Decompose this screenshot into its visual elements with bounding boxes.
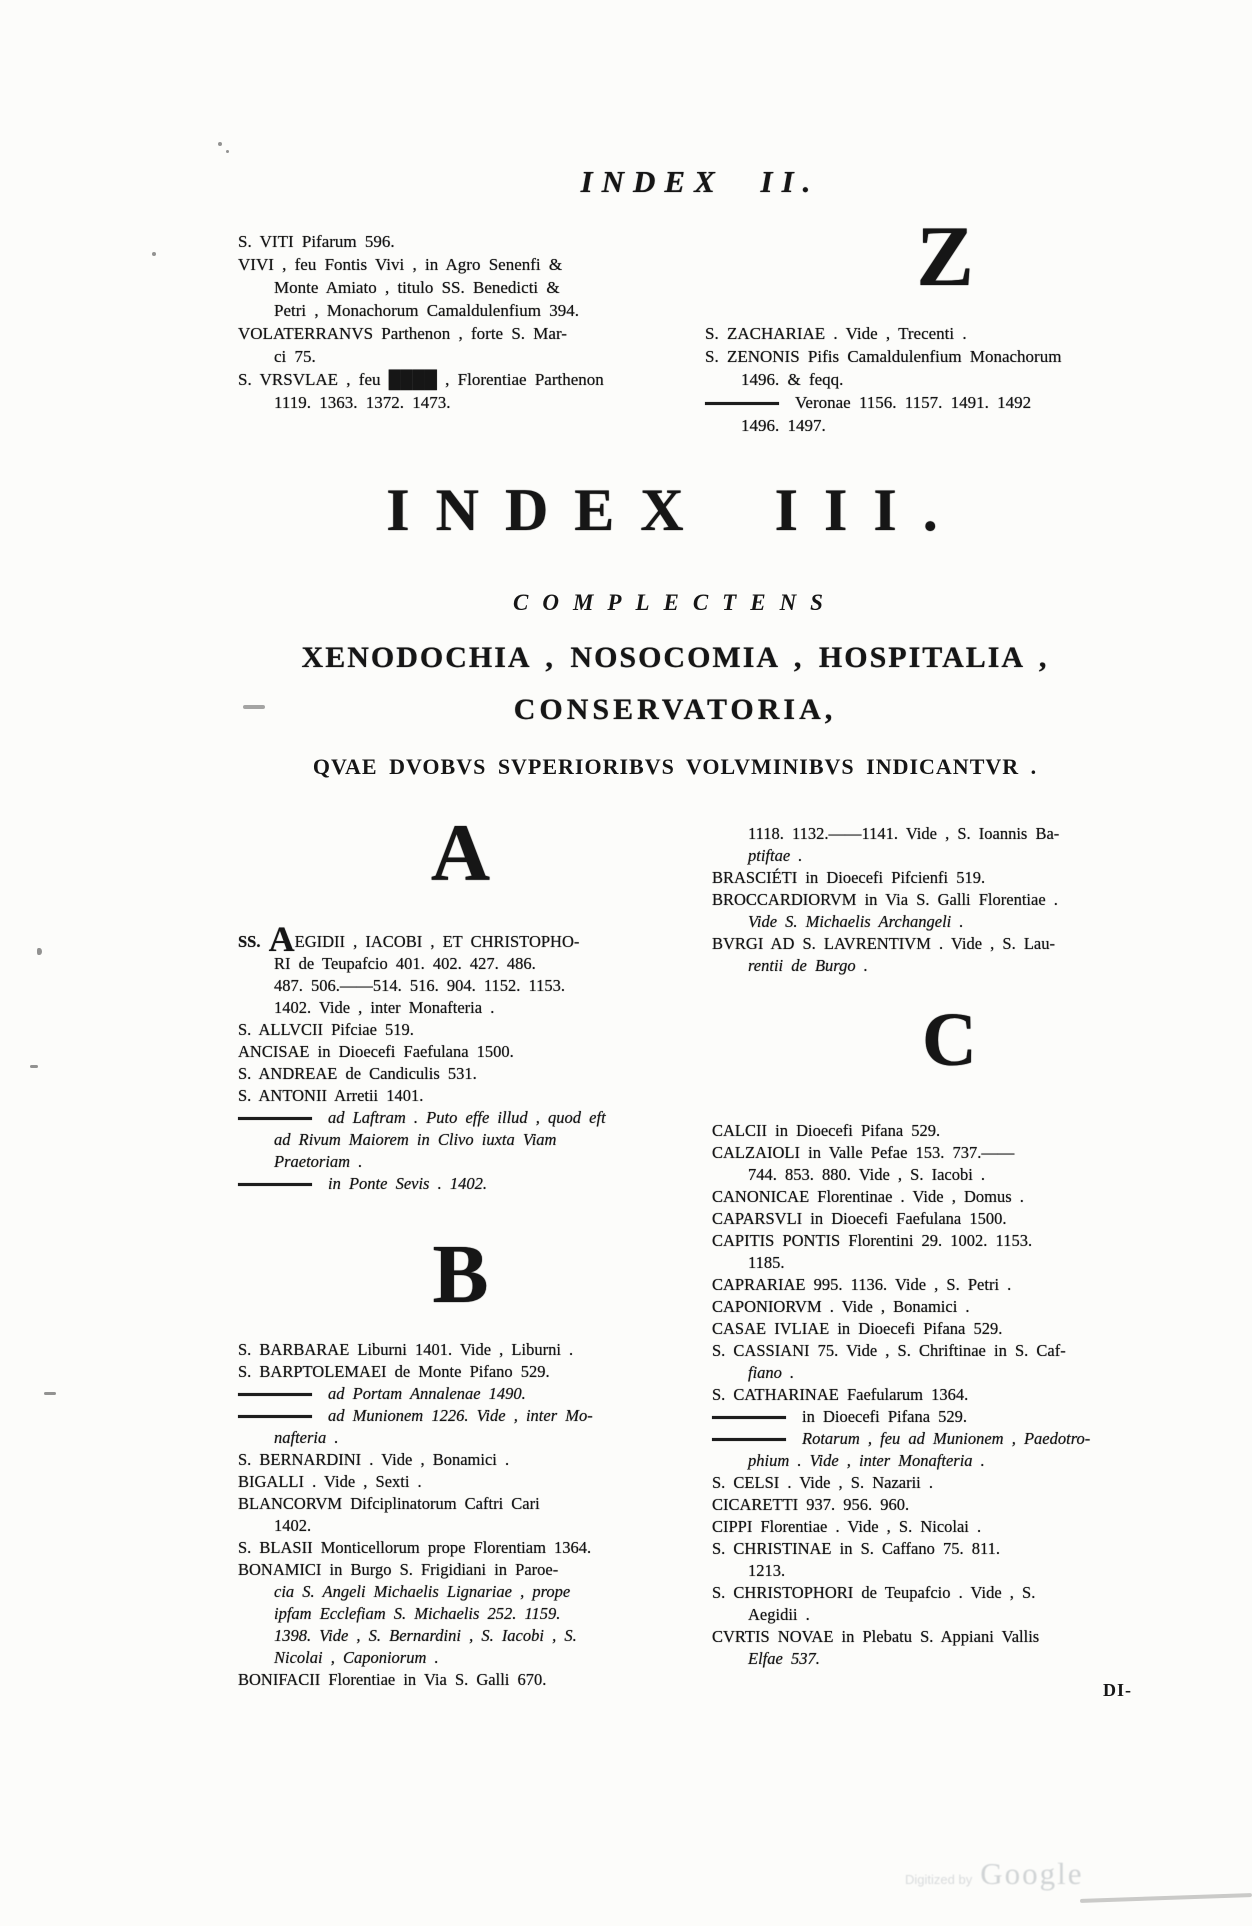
index-line: VOLATERRANVS Parthenon , forte S. Mar- <box>238 324 567 343</box>
dash-rule <box>238 1415 312 1418</box>
index-line: Monte Amiato , titulo SS. Benedicti & <box>274 278 560 297</box>
index-subtitle-complectens: COMPLECTENS <box>513 590 837 615</box>
index-iii-title: INDEX III. <box>386 477 964 543</box>
index-line: CANONICAE Florentinae . Vide , Domus . <box>712 1187 1024 1206</box>
scan-speck <box>152 252 156 256</box>
index-line: S. VRSVLAE , feu ████ , Florentiae Parthenon <box>238 370 604 389</box>
index-line: S. CATHARINAE Faefularum 1364. <box>712 1385 969 1404</box>
top-right-column <box>705 206 1185 437</box>
index-line: S. ZENONIS Pifis Camaldulenfium Monachorum <box>705 347 1062 366</box>
section-letter-z: Z <box>916 208 974 304</box>
index-line: S. ANDREAE de Candiculis 531. <box>238 1064 477 1083</box>
index-line: VIVI , feu Fontis Vivi , in Agro Senenfi & <box>238 255 563 274</box>
index-line: Vide S. Michaelis Archangeli . <box>748 912 964 931</box>
index-line: CICARETTI 937. 956. 960. <box>712 1495 910 1514</box>
right-column-b-continuation <box>712 823 1187 977</box>
first-entry-dropcap: A <box>268 919 295 959</box>
index-line: S. BLASII Monticellorum prope Florentiam 1364. <box>238 1538 592 1557</box>
index-line: CASAE IVLIAE in Dioecefi Pifana 529. <box>712 1319 1003 1338</box>
index-line: 744. 853. 880. Vide , S. Iacobi . <box>748 1165 986 1184</box>
index-line: S. ANTONII Arretii 1401. <box>238 1086 424 1105</box>
index-line <box>712 1428 1187 1450</box>
index-line: BONAMICI in Burgo S. Frigidiani in Paroe- <box>238 1560 559 1579</box>
index-line: Petri , Monachorum Camaldulenfium 394. <box>274 301 579 320</box>
index-line: 1402. Vide , inter Monafteria . <box>274 998 495 1017</box>
index-line: ptiftae . <box>748 846 803 865</box>
index-line: Aegidii . <box>748 1605 810 1624</box>
section-a <box>238 800 683 1195</box>
index-line: 1185. <box>748 1253 785 1272</box>
index-line: CAPONIORVM . Vide , Bonamici . <box>712 1297 970 1316</box>
index-line: S. ZACHARIAE . Vide , Trecenti . <box>705 324 967 343</box>
index-line <box>238 1405 683 1427</box>
index-line: cia S. Angeli Michaelis Lignariae , prope <box>274 1582 571 1601</box>
index-line: nafteria . <box>274 1428 339 1447</box>
scan-speck <box>226 150 229 153</box>
index-line: S. CELSI . Vide , S. Nazarii . <box>712 1473 934 1492</box>
title-line-qvae: QVAE DVOBVS SVPERIORIBVS VOLVMINIBVS INDICANTVR . <box>312 754 1038 779</box>
section-letter-a: A <box>430 807 491 898</box>
index-line: ci 75. <box>274 347 316 366</box>
index-line: ANCISAE in Dioecefi Faefulana 1500. <box>238 1042 514 1061</box>
dash-entry-text: ad Laftram . Puto effe illud , quod eft <box>328 1108 606 1127</box>
scan-speck <box>30 1065 38 1068</box>
index-line <box>238 1107 683 1129</box>
index-line: BLANCORVM Difciplinatorum Caftri Cari <box>238 1494 540 1513</box>
index-line: CAPITIS PONTIS Florentini 29. 1002. 1153. <box>712 1231 1033 1250</box>
index-line: BROCCARDIORVM in Via S. Galli Florentiae . <box>712 890 1058 909</box>
dash-rule <box>705 402 779 405</box>
google-logo-text: Google <box>980 1856 1084 1891</box>
section-a-entries <box>238 953 683 1195</box>
index-line: S. CASSIANI 75. Vide , S. Chriftinae in S. Caf- <box>712 1341 1066 1360</box>
index-line: 1496. & feqq. <box>741 370 844 389</box>
index-line: ipfam Ecclefiam S. Michaelis 252. 1159. <box>274 1604 561 1623</box>
index-line: CIPPI Florentiae . Vide , S. Nicolai . <box>712 1517 982 1536</box>
index-line: CALZAIOLI in Valle Pefae 153. 737.—— <box>712 1143 1015 1162</box>
index-line: 1402. <box>274 1516 312 1535</box>
scan-speck <box>218 142 222 146</box>
dash-entry-text: in Ponte Sevis . 1402. <box>328 1174 487 1193</box>
index-line: ad Rivum Maiorem in Clivo iuxta Viam <box>274 1130 557 1149</box>
index-line: 1119. 1363. 1372. 1473. <box>274 393 451 412</box>
index-line: CAPRARIAE 995. 1136. Vide , S. Petri . <box>712 1275 1012 1294</box>
dash-entry-text: Rotarum , feu ad Munionem , Paedotro- <box>802 1429 1091 1448</box>
index-line: Elfae 537. <box>748 1649 820 1668</box>
section-c <box>712 990 1187 1701</box>
index-line <box>705 391 1185 414</box>
section-b-entries <box>238 1339 683 1691</box>
index-line: Nicolai , Caponiorum . <box>274 1648 439 1667</box>
index-entry-first <box>238 919 683 959</box>
dash-rule <box>238 1393 312 1396</box>
dash-rule <box>712 1416 786 1419</box>
index-line: S. BERNARDINI . Vide , Bonamici . <box>238 1450 510 1469</box>
section-letter-c: C <box>922 998 977 1082</box>
index-line: 1496. 1497. <box>741 416 826 435</box>
index-line <box>238 1383 683 1405</box>
index-line: S. CHRISTINAE in S. Caffano 75. 811. <box>712 1539 1000 1558</box>
scan-streak <box>1080 1893 1252 1903</box>
catchword: DI- <box>1103 1680 1132 1700</box>
index-line: fiano . <box>748 1363 795 1382</box>
index-line: 1398. Vide , S. Bernardini , S. Iacobi , S. <box>274 1626 577 1645</box>
index-line: phium . Vide , inter Monafteria . <box>748 1451 985 1470</box>
scan-speck <box>37 948 42 955</box>
dash-rule <box>712 1438 786 1441</box>
index-line: RI de Teupafcio 401. 402. 427. 486. <box>274 954 536 973</box>
index-line: S. CHRISTOPHORI de Teupafcio . Vide , S. <box>712 1583 1036 1602</box>
index-line: CALCII in Dioecefi Pifana 529. <box>712 1121 941 1140</box>
dash-rule <box>238 1117 312 1120</box>
index-line: BONIFACII Florentiae in Via S. Galli 670. <box>238 1670 547 1689</box>
first-entry-text: EGIDII , IACOBI , ET CHRISTOPHO- <box>294 932 580 951</box>
index-line: S. VITI Pifarum 596. <box>238 232 395 251</box>
index-line: CAPARSVLI in Dioecefi Faefulana 1500. <box>712 1209 1007 1228</box>
index-line: Praetoriam . <box>274 1152 363 1171</box>
index-line: 1118. 1132.——1141. Vide , S. Ioannis Ba- <box>748 824 1060 843</box>
index-line: 1213. <box>748 1561 786 1580</box>
watermark <box>905 1856 1083 1892</box>
section-c-entries <box>712 1120 1187 1670</box>
index-line: S. BARPTOLEMAEI de Monte Pifano 529. <box>238 1362 550 1381</box>
index-line: BVRGI AD S. LAVRENTIVM . Vide , S. Lau- <box>712 934 1055 953</box>
index-line: 487. 506.——514. 516. 904. 1152. 1153. <box>274 976 566 995</box>
index-line: S. ALLVCII Pifciae 519. <box>238 1020 414 1039</box>
index-line <box>238 1173 683 1195</box>
index-line: rentii de Burgo . <box>748 956 868 975</box>
index-line: BIGALLI . Vide , Sexti . <box>238 1472 422 1491</box>
dash-entry-text: ad Portam Annalenae 1490. <box>328 1384 526 1403</box>
dash-entry-text: in Dioecefi Pifana 529. <box>802 1407 968 1426</box>
section-b <box>238 1222 683 1691</box>
dash-entry-text: ad Munionem 1226. Vide , inter Mo- <box>328 1406 593 1425</box>
index-line <box>712 1406 1187 1428</box>
section-z-entries <box>705 322 1185 437</box>
top-left-column <box>238 230 688 414</box>
scan-speck <box>44 1392 56 1395</box>
watermark-prefix-text: Digitized by <box>905 1872 973 1887</box>
running-head: INDEX II. <box>580 164 820 199</box>
index-line: CVRTIS NOVAE in Plebatu S. Appiani Vallis <box>712 1627 1040 1646</box>
dash-entry-text: Veronae 1156. 1157. 1491. 1492 <box>795 393 1032 412</box>
scan-speck <box>243 705 265 709</box>
first-entry-prefix: SS. <box>238 932 269 951</box>
index-line: S. BARBARAE Liburni 1401. Vide , Liburni . <box>238 1340 574 1359</box>
title-line-xenodochia: XENODOCHIA , NOSOCOMIA , HOSPITALIA , <box>301 641 1049 674</box>
section-letter-b: B <box>432 1228 489 1321</box>
index-line: BRASCIÉTI in Dioecefi Pifcienfi 519. <box>712 868 986 887</box>
dash-rule <box>238 1183 312 1186</box>
title-line-conservatoria: CONSERVATORIA, <box>513 693 837 726</box>
